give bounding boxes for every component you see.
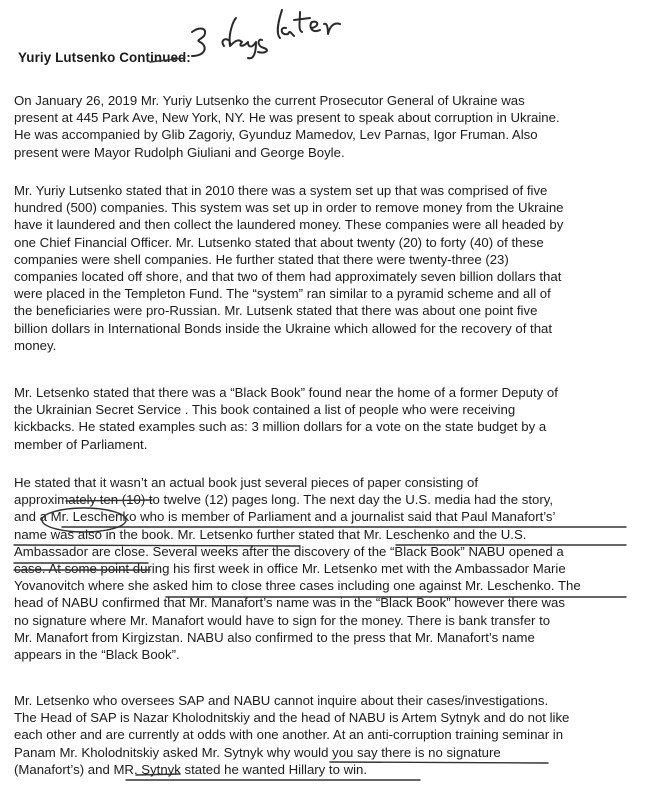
paragraph-line: Yovanovitch where she asked him to close three cases including one against Mr. Leschenko. The bbox=[14, 578, 581, 594]
paragraph-line: the beneficiaries were pro-Russian. Mr. Lutsenk stated that there was about one point five bbox=[14, 303, 538, 319]
paragraph-manafort bbox=[14, 474, 644, 663]
paragraph-line: present were Mayor Rudolph Giuliani and George Boyle. bbox=[14, 144, 345, 160]
paragraph-black-book bbox=[14, 384, 644, 453]
paragraph-line: each other and are currently at odds with one another. At an anti-corruption training seminar in bbox=[14, 727, 564, 743]
heading-text: Yuriy Lutsenko Continued: bbox=[18, 50, 191, 65]
paragraph-line: kickbacks. He stated examples such as: 3 million dollars for a vote on the state budget by a bbox=[14, 419, 547, 435]
paragraph-line: Panam Mr. Kholodnitskiy asked Mr. Sytnyk why would you say there is no signature bbox=[14, 744, 501, 760]
paragraph-line: Mr. Letsenko stated that there was a “Black Book” found near the home of a former Deputy of bbox=[14, 385, 558, 400]
paragraph-line: the Ukrainian Secret Service . This book contained a list of people who were receiving bbox=[14, 402, 516, 418]
paragraph-line: one Chief Financial Officer. Mr. Lutsenko stated that about twenty (20) to forty (40) of these bbox=[14, 234, 544, 250]
paragraph-line: He stated that it wasn’t an actual book just several pieces of paper consisting of bbox=[14, 475, 479, 490]
paragraph-line: billion dollars in International Bonds inside the Ukraine which allowed for the recovery of that bbox=[14, 320, 553, 336]
paragraph-line: On January 26, 2019 Mr. Yuriy Lutsenko the current Prosecutor General of Ukraine was bbox=[14, 93, 525, 108]
paragraph-system bbox=[14, 182, 644, 354]
paragraph-line: Mr. Yuriy Lutsenko stated that in 2010 there was a system set up that was comprised of five bbox=[14, 183, 548, 198]
paragraph-line: Mr. Letsenko who oversees SAP and NABU cannot inquire about their cases/investigations. bbox=[14, 693, 549, 708]
paragraph-line: case. At some point during his first week in office Mr. Letsenko met with the Ambassador Marie bbox=[14, 561, 566, 577]
paragraph-line: and a Mr. Leschenko who is member of Parliament and a journalist said that Paul Manafort’s’ bbox=[14, 509, 556, 525]
paragraph-line: member of Parliament. bbox=[14, 436, 148, 452]
paragraph-line: name was also in the book. Mr. Letsenko further stated that Mr. Leschenko and the U.S. bbox=[14, 526, 527, 542]
paragraph-line: He was accompanied by Glib Zagoriy, Gyunduz Mamedov, Lev Parnas, Igor Fruman. Also bbox=[14, 127, 538, 143]
paragraph-line: Mr. Manafort from Kirgizstan. NABU also confirmed to the press that Mr. Manafort’s name bbox=[14, 629, 535, 645]
paragraph-line: (Manafort’s) and MR. Sytnyk stated he wanted Hillary to win. bbox=[14, 761, 368, 777]
paragraph-sap-nabu bbox=[14, 692, 644, 778]
paragraph-line: companies were shell companies. He further stated that there were twenty-three (23) bbox=[14, 251, 509, 267]
paragraph-line: were placed in the Templeton Fund. The “system” ran similar to a pyramid scheme and all of bbox=[14, 286, 551, 302]
paragraph-line: have it laundered and then collect the laundered money. These companies were all headed by bbox=[14, 217, 564, 233]
paragraph-line: no signature where Mr. Manafort would have to sign for the money. There is bank transfer to bbox=[14, 612, 551, 628]
paragraph-meeting bbox=[14, 92, 644, 161]
paragraph-line: companies located off shore, and that two of them had approximately seven billion dollars that bbox=[14, 269, 562, 285]
paragraph-line: head of NABU confirmed that Mr. Manafort’s name was in the “Black Book” however there was bbox=[14, 595, 565, 611]
paragraph-line: approximately ten (10) to twelve (12) pages long. The next day the U.S. media had the story, bbox=[14, 492, 554, 508]
handwritten-note-ink bbox=[178, 2, 348, 60]
paragraph-line: Ambassador are close. Several weeks after the discovery of the “Black Book” NABU opened a bbox=[14, 543, 564, 559]
paragraph-line: appears in the “Black Book”. bbox=[14, 647, 180, 663]
handwritten-annotation bbox=[178, 2, 348, 60]
paragraph-line: The Head of SAP is Nazar Kholodnitskiy and the head of NABU is Artem Sytnyk and do not like bbox=[14, 710, 570, 726]
paragraph-line: present at 445 Park Ave, New York, NY. He was present to speak about corruption in Ukraine. bbox=[14, 110, 560, 126]
paragraph-line: money. bbox=[14, 337, 57, 353]
paragraph-line: hundred (500) companies. This system was set up in order to remove money from the Ukraine bbox=[14, 200, 564, 216]
section-heading bbox=[18, 50, 191, 65]
